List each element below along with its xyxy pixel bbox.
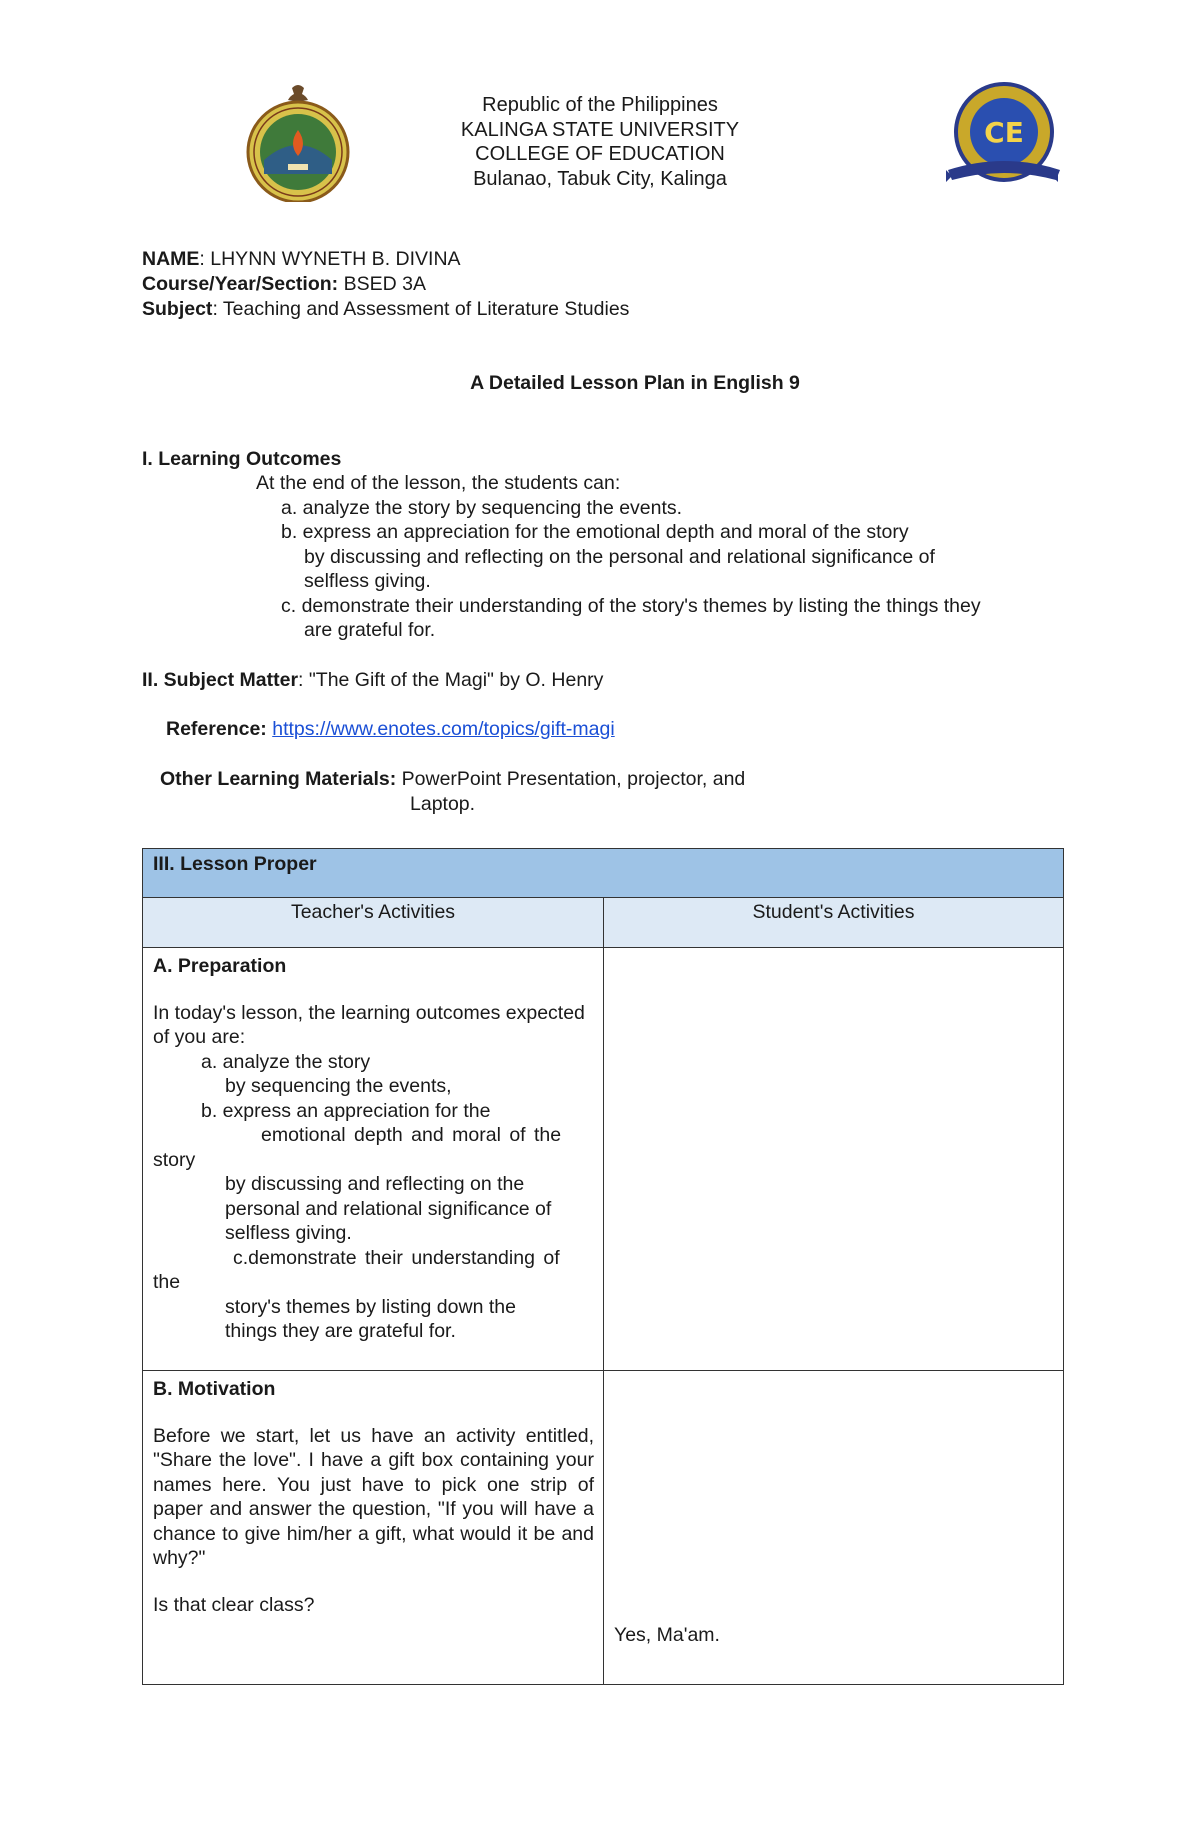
preparation-student-cell (604, 948, 1064, 1371)
prep-outcome-b-line6: selfless giving. (225, 1222, 352, 1244)
prep-outcome-b-line1: b. express an appreciation for the (201, 1099, 491, 1122)
course-value: BSED 3A (338, 273, 426, 295)
motivation-teacher-cell (143, 1371, 604, 1685)
name-line (142, 248, 461, 271)
subject-label: Subject (142, 298, 213, 320)
prep-outcome-c-line3: story's themes by listing down the (225, 1295, 516, 1318)
outcomes-heading: I. Learning Outcomes (142, 448, 342, 470)
prep-outcome-b-line4: by discussing and reflecting on the (225, 1173, 525, 1195)
prep-outcome-b-line5: personal and relational significance of (225, 1197, 552, 1220)
outcome-c-line2: are grateful for. (304, 619, 436, 641)
materials-value: PowerPoint Presentation, projector, and (396, 768, 746, 790)
header-line-address: Bulanao, Tabuk City, Kalinga (473, 167, 727, 190)
header-line-university: KALINGA STATE UNIVERSITY (460, 118, 740, 141)
materials-label: Other Learning Materials: (160, 768, 397, 790)
materials-line (160, 767, 745, 792)
reference-label: Reference: (166, 718, 267, 740)
prep-outcome-a-line1: a. analyze the story (201, 1050, 371, 1073)
course-label: Course/Year/Section: (142, 273, 339, 295)
motivation-student-cell (604, 1371, 1064, 1685)
svg-text:CE: CE (984, 116, 1024, 149)
preparation-teacher-cell (143, 948, 604, 1371)
prep-outcome-b-line2: emotional depth and moral of the (261, 1124, 562, 1146)
outcome-b-line1: b. express an appreciation for the emotional depth and moral of the story (281, 521, 909, 543)
prep-outcome-c-line4: things they are grateful for. (225, 1320, 456, 1342)
outcome-c-line1: c. demonstrate their understanding of the story's themes by listing the things they (281, 595, 981, 617)
subject-matter-line (142, 668, 603, 693)
prep-outcome-c-line2: the (153, 1271, 181, 1293)
materials-value-line2: Laptop. (410, 793, 476, 815)
institution-header (0, 93, 1200, 191)
prep-outcome-c-line1: c.demonstrate their understanding of (233, 1246, 560, 1269)
subject-line (142, 298, 629, 321)
outcomes-intro: At the end of the lesson, the students can: (256, 472, 621, 494)
motivation-student-reply: Yes, Ma'am. (614, 1624, 720, 1646)
motivation-instructions: Before we start, let us have an activity entitled, "Share the love". I have a gift box containing your names here. You just have to pick one strip of paper and answer the question, "If you will have a chance to give him/her a gift, what would it be and why?" (153, 1424, 594, 1569)
subject-matter-label: II. Subject Matter (142, 669, 299, 691)
header-line-country: Republic of the Philippines (482, 94, 718, 116)
motivation-heading: B. Motivation (153, 1378, 276, 1400)
lesson-proper-title-cell (143, 849, 1064, 898)
name-value: : LHYNN WYNETH B. DIVINA (199, 248, 461, 270)
student-activities-header: Student's Activities (604, 898, 1064, 948)
outcome-a: a. analyze the story by sequencing the events. (281, 497, 683, 519)
lesson-proper-title: III. Lesson Proper (153, 853, 317, 875)
outcome-b-line2: by discussing and reflecting on the personal and relational significance of (304, 546, 935, 568)
subject-matter-value: : "The Gift of the Magi" by O. Henry (298, 669, 604, 691)
preparation-intro: In today's lesson, the learning outcomes expected of you are: (153, 1001, 585, 1048)
preparation-heading: A. Preparation (153, 955, 287, 977)
prep-outcome-a-line2: by sequencing the events, (225, 1075, 452, 1097)
reference-link[interactable]: https://www.enotes.com/topics/gift-magi (272, 718, 615, 740)
subject-value: : Teaching and Assessment of Literature Studies (212, 298, 630, 320)
course-line (142, 273, 426, 296)
prep-outcome-b-line3: story (153, 1148, 196, 1171)
reference-line (166, 717, 615, 742)
document-title: A Detailed Lesson Plan in English 9 (470, 372, 800, 394)
header-line-college: COLLEGE OF EDUCATION (475, 143, 725, 165)
teacher-activities-header: Teacher's Activities (143, 898, 604, 948)
motivation-question: Is that clear class? (153, 1593, 315, 1616)
lesson-proper-table (142, 848, 1064, 1685)
name-label: NAME (142, 248, 200, 270)
outcome-b-line3: selfless giving. (304, 570, 431, 592)
